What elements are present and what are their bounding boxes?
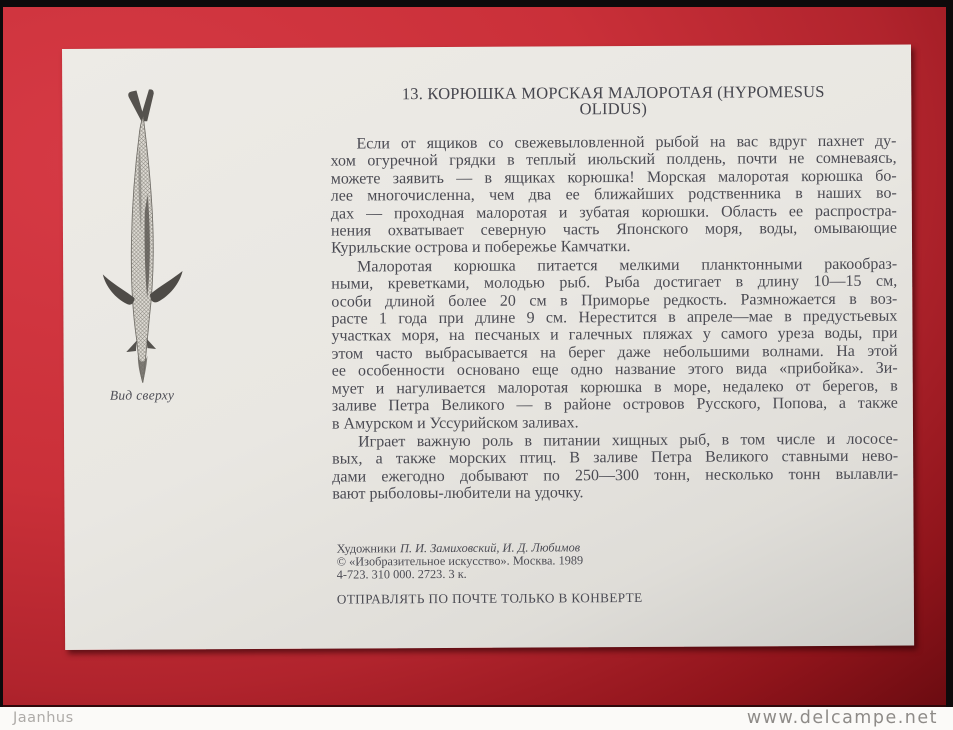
paragraph bbox=[331, 255, 898, 432]
text-line: вых, а также морских птиц. В заливе Петра Великого ставными нево- bbox=[332, 447, 899, 468]
credits-artists-label: Художники bbox=[336, 541, 397, 556]
text-line: особи длиной более 20 см в Приморье редкость. Размножается в воз- bbox=[331, 290, 898, 311]
text-line: хом огуречной грядки в теплый июльский полдень, почти не сомневаясь, bbox=[330, 150, 897, 171]
text-line: вают рыболовы-любители на удочку. bbox=[332, 484, 584, 503]
text-line: нения охватывает северную часть Японского моря, воды, омывающие bbox=[330, 219, 897, 240]
text-line: Курильские острова и побережье Камчатки. bbox=[331, 238, 631, 258]
text-line: ными, креветками, молодью рыб. Рыба достигает в длину 10—15 см, bbox=[331, 272, 898, 293]
postcard bbox=[62, 45, 914, 650]
site-watermark: www.delcampe.net bbox=[746, 708, 938, 728]
card-title bbox=[330, 84, 896, 119]
text-line: Малоротая корюшка питается мелкими планктонными ракообраз- bbox=[357, 255, 898, 276]
text-line: лее многочисленна, чем два ее ближайших родственника в наших во- bbox=[330, 184, 897, 205]
text-line: мует и нагуливается малоротая корюшка в море, недалеко от берегов, в bbox=[331, 377, 898, 398]
description-text bbox=[330, 133, 898, 503]
credits-copyright: © «Изобразительное искусство». Москва. 1989 bbox=[336, 553, 584, 569]
text-line: ее особенности основано еще одно название этого вида «прибойка». Зи- bbox=[331, 359, 898, 380]
text-line: в Амурском и Уссурийском заливах. bbox=[331, 413, 579, 433]
watermark-strip bbox=[0, 707, 953, 730]
mailing-notice: ОТПРАВЛЯТЬ ПО ПОЧТЕ ТОЛЬКО В КОНВЕРТЕ bbox=[336, 589, 643, 607]
text-line: дах — проходная малоротая и зубатая корюшки. Область ее распростра- bbox=[330, 202, 897, 223]
card-title-line: 13. КОРЮШКА МОРСКАЯ МАЛОРОТАЯ (HYPOMESUS bbox=[401, 82, 825, 104]
text-line: Если от ящиков со свежевыловленной рыбой на вас вдруг пахнет ду- bbox=[356, 132, 897, 153]
text-line: этом часто выбрасывается на берег даже небольшими волнами. На этой bbox=[331, 342, 898, 363]
text-line: участках моря, на песчаных и галечных пляжах у самого уреза воды, при bbox=[331, 325, 898, 346]
credits-block bbox=[337, 541, 584, 581]
text-line: можете заявить — в ящиках корюшка! Морская малоротая корюшка бо- bbox=[330, 167, 897, 188]
fish-figure bbox=[96, 88, 228, 392]
text-line: расте 1 года при длине 9 см. Нерестится в апреле—мае в предустьевых bbox=[331, 307, 898, 328]
text-line: дами ежегодно добывают по 250—300 тонн, несколько тонн вылавли- bbox=[332, 465, 899, 486]
text-line: заливе Петра Великого — в районе островов Русского, Попова, а также bbox=[331, 394, 898, 415]
seller-watermark: Jaanhus bbox=[13, 710, 74, 726]
credits-artists-names: П. И. Замиховский, И. Д. Любимов bbox=[400, 540, 581, 556]
illustration-caption: Вид сверху bbox=[109, 387, 175, 403]
fish-top-view-illustration bbox=[96, 88, 190, 386]
credits-print-code: 4-723. 310 000. 2723. 3 к. bbox=[336, 566, 467, 582]
card-title-line: OLIDUS) bbox=[579, 98, 648, 119]
paragraph bbox=[330, 133, 897, 258]
paragraph bbox=[332, 431, 898, 504]
text-line: Играет важную роль в питании хищных рыб, в том числе и лососе- bbox=[358, 430, 899, 451]
